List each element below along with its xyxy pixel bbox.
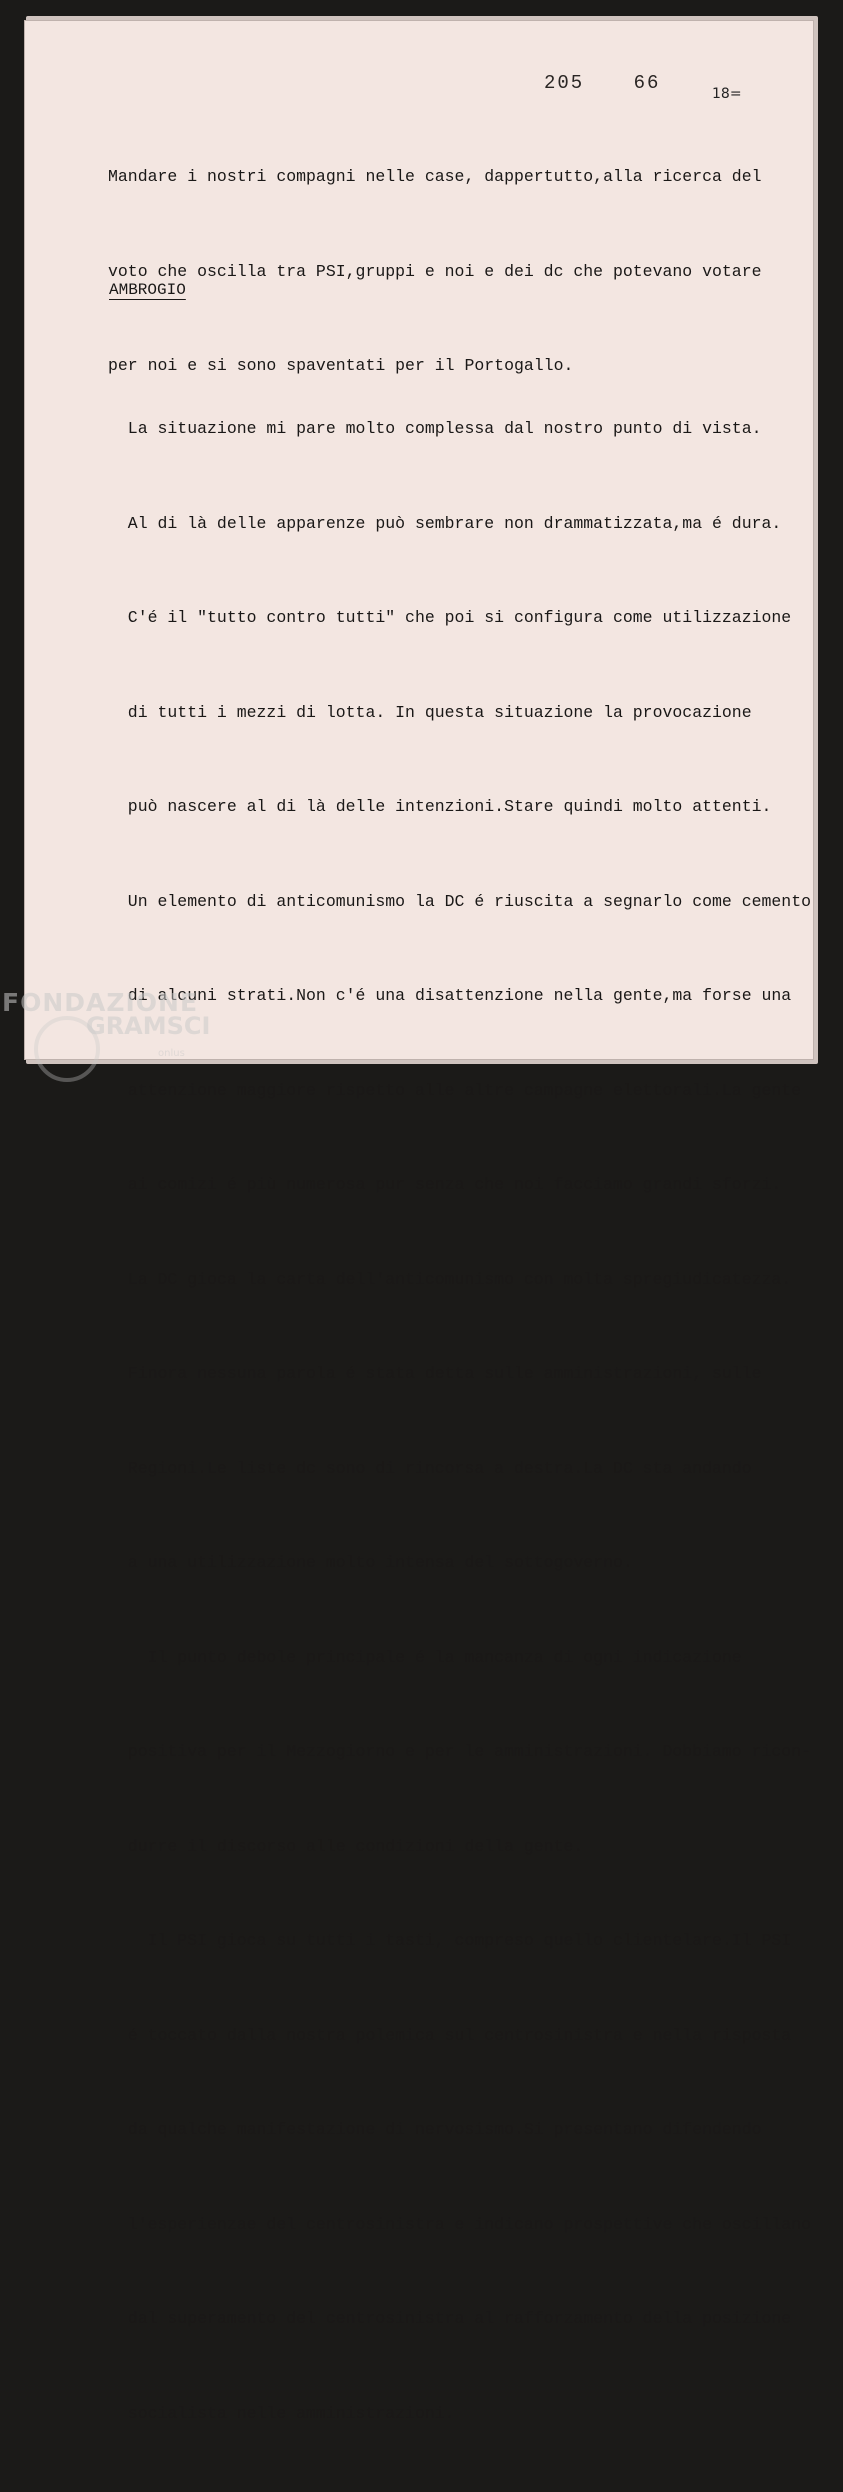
text-line: Regioni.Le liste dc sono di rincorsa a destra.La DC sta andando [108,1458,752,1478]
watermark-line2: GRAMSCI [86,1012,211,1040]
text-line: é toccato dalla nostra polemica sul centrosinistra e nella risposta [108,2025,792,2045]
text-line: Il PSI gioca su tutti i tasti, compreso quello clientelare.Il PSI [108,1931,792,1950]
text-line: durre il discorso alle condizioni della gente. [108,1836,584,1856]
section-title: AMBROGIO [109,281,186,299]
text-line: l'esperienzae del centrosinistra e indicano prospettive che oscillano [108,2214,812,2234]
watermark-line3: onlus [158,1048,185,1059]
handwritten-page-number: 18= [712,86,742,102]
text-line: Un elemento di anticomunismo la DC é riuscita a segnarlo come cemento [108,891,812,911]
text-line: voto che oscilla tra PSI,gruppi e noi e dei dc che potevano votare [108,261,762,281]
text-line: a una utilizzazione molto intensa del sottogoverno. [108,1553,633,1572]
text-line: La DC gioca la carta dell'anticomunismo con molta spregiudicatezza. [108,1269,792,1289]
page-numbers [544,72,696,94]
text-line: positiva per il Mezzogiorno e per le amministrazioni. Dobbiamo ricon- [108,1742,812,1761]
text-line: La situazione mi pare molto complessa dal nostro punto di vista. [108,419,762,438]
text-line: Finora nessuna parola é stata detta sulle amministrazioni, sulle [108,1364,762,1383]
text-line: C'é il "tutto contro tutti" che poi si configura come utilizzazione [108,608,792,627]
text-line: dal superamento del centrosinistra al rafforzamento della posizione [108,2309,792,2328]
text-line: da qualche manifestazione di nervosismo.Si presentano difendendo [108,2120,762,2139]
text-line: ai comizi é più numerosa pur senza che noi facciamo grandi sforzi. [108,1175,782,1194]
text-line: di tutti i mezzi di lotta. In questa situazione la provocazione [108,702,752,722]
page-number-left: 205 [544,72,585,94]
page-number-right: 66 [633,72,661,94]
text-line: di alcuni strati.Non c'é una disattenzione nella gente,ma forse una [108,986,792,1005]
text-line: per noi e si sono spaventati per il Portogallo. [108,356,574,375]
text-line: può nascere al di là delle intenzioni.Stare quindi molto attenti. [108,797,772,816]
text-line: attenzione maggiore rispetto alle altre campagne elettorali.La gente [108,1080,802,1100]
text-line: socialista nelle amministrazioni. [108,2403,455,2423]
text-line: Il punto debole principale é la mancanza di ogni indicazione [108,1647,742,1667]
text-line: Al di là delle apparenze può sembrare non drammatizzata,ma é dura. [108,513,782,533]
body-paragraph [108,350,811,2492]
document-page [24,20,814,2423]
text-line: Mandare i nostri compagni nelle case, dappertutto,alla ricerca del [108,167,762,186]
watermark-line1: FONDAZIONE [2,988,199,1017]
